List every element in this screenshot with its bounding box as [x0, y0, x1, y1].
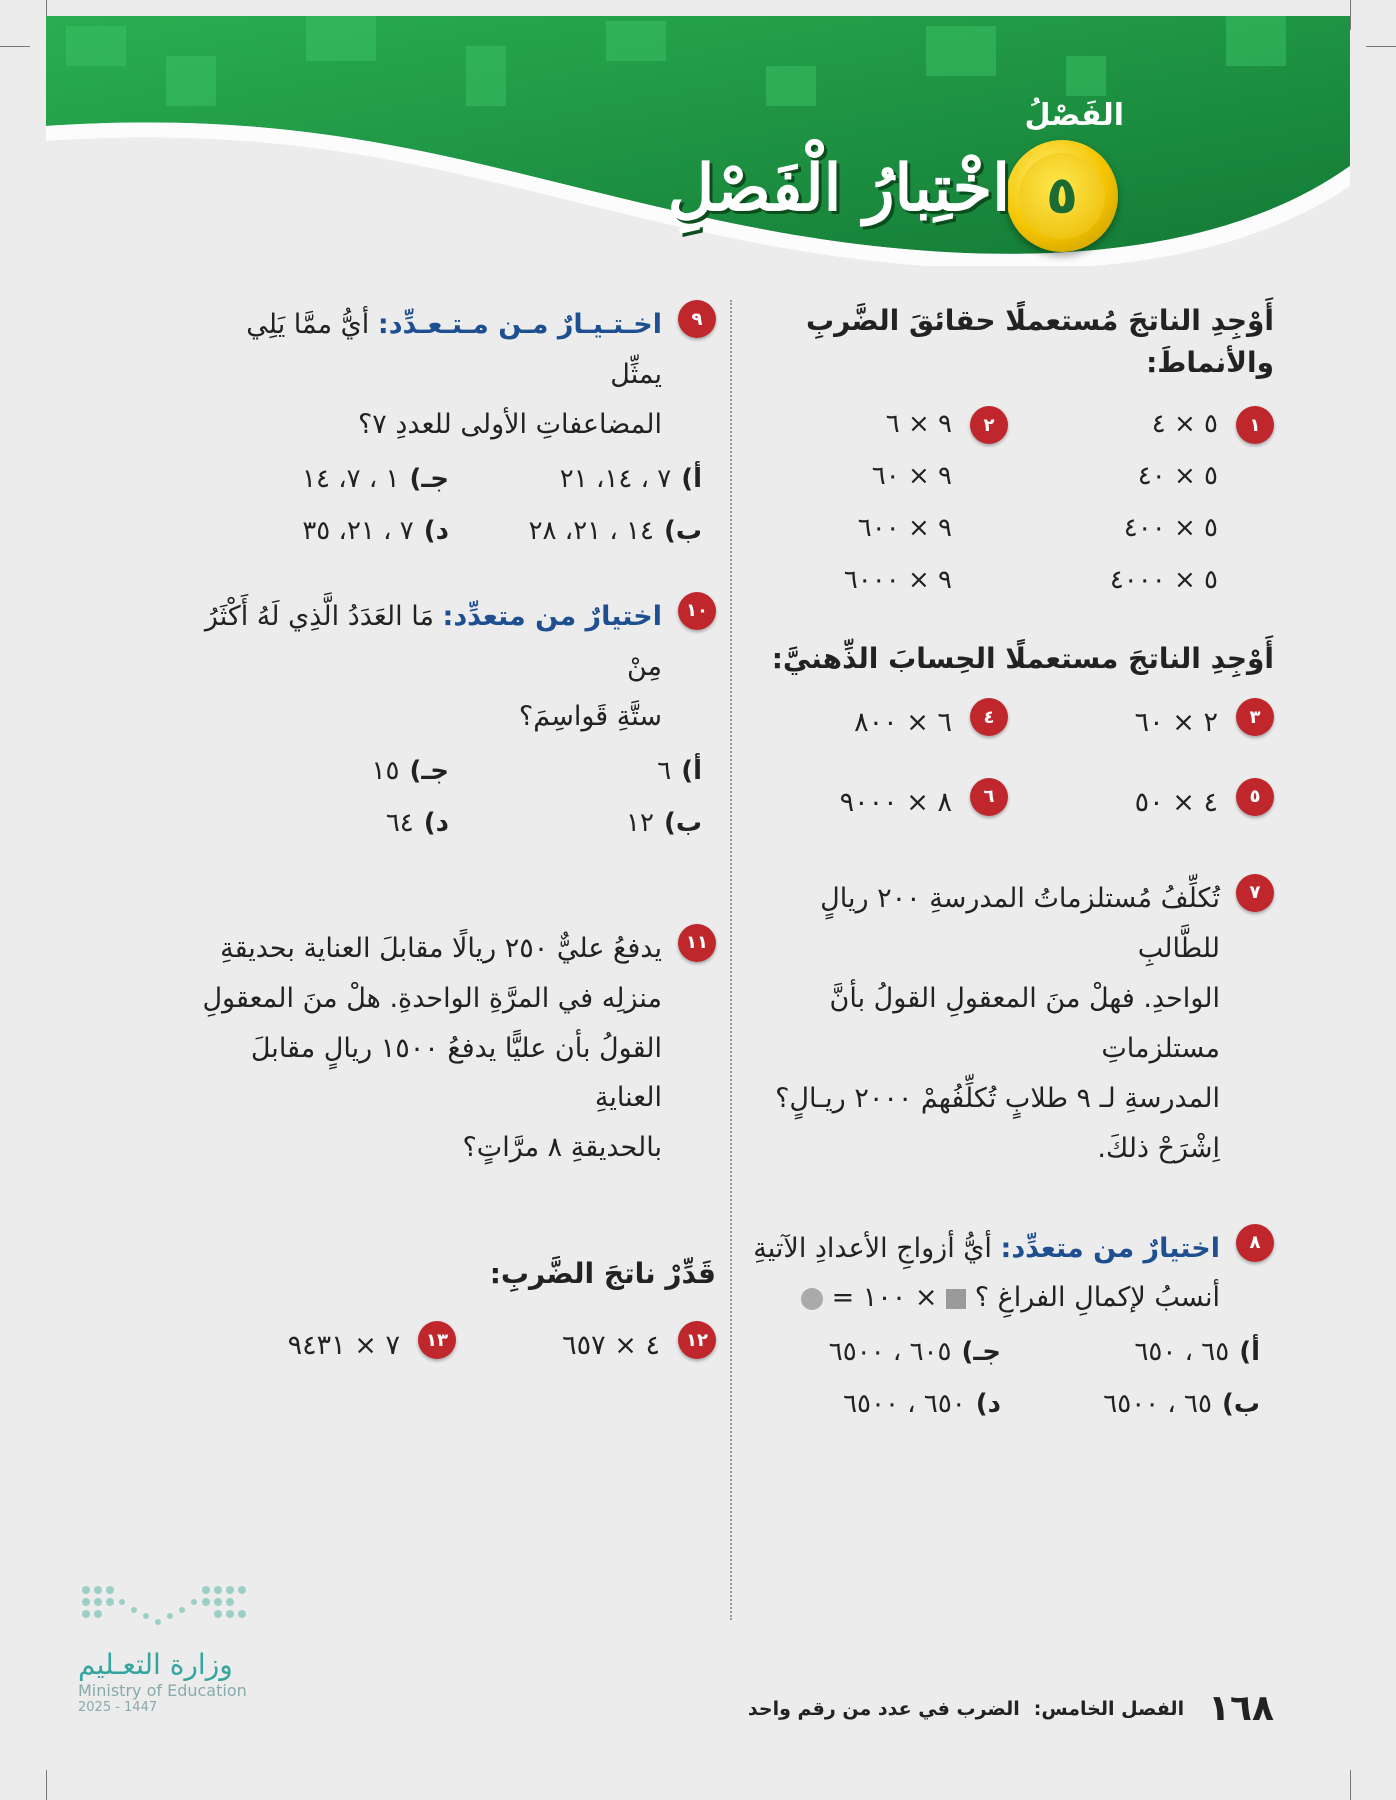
question-row: [742, 778, 1274, 828]
chapter-number: ٥: [1019, 153, 1105, 239]
crop-mark: [0, 46, 30, 47]
right-column: [742, 300, 1274, 1419]
option-a[interactable]: أ)٧ ، ١٤، ٢١: [559, 463, 702, 494]
question-12: [456, 1321, 716, 1371]
question-number: ١٣: [418, 1321, 456, 1359]
question-text: أيُّ ممَّا يَلِي يمثِّل: [246, 309, 662, 390]
multiple-choice-label: اخـتـيـارٌ مـن مـتـعـدِّد:: [377, 309, 662, 340]
question-5: [1008, 778, 1274, 828]
expression: ٢ × ٦٠: [1134, 707, 1218, 738]
option-c[interactable]: جـ)١٥: [371, 755, 449, 786]
question-text: اِشْرَحْ ذلكَ.: [1097, 1132, 1220, 1164]
question-1: [1008, 406, 1274, 606]
question-text: المضاعفاتِ الأولى للعددِ ٧؟: [357, 408, 662, 440]
expression: ٥ × ٤: [1151, 409, 1218, 439]
question-row: [742, 698, 1274, 748]
section-instruction: أَوْجِدِ الناتجَ مُستعملًا حقائقَ الضَّربِ والأنماطَ:: [805, 304, 1274, 379]
question-13: [196, 1321, 456, 1371]
section-instruction: قَدِّرْ ناتجَ الضَّربِ:: [489, 1257, 716, 1291]
question-text: أيُّ أزواجِ الأعدادِ الآتيةِ: [753, 1232, 992, 1264]
logo-year: 2025 - 1447: [78, 1700, 158, 1715]
ministry-logo: [78, 1582, 258, 1715]
chapter-number-badge: [1006, 140, 1118, 252]
question-row: [196, 1321, 716, 1371]
page-footer: [748, 1688, 1274, 1729]
footer-chapter-title: الضرب في عدد من رقم واحد: [747, 1697, 1020, 1720]
question-row: [742, 406, 1274, 606]
expression: ٧ × ٩٤٣١: [287, 1330, 400, 1362]
footer-chapter-label: الفصل الخامس:: [1033, 1697, 1185, 1720]
logo-arabic-text: وزارة التعـليم: [78, 1648, 233, 1681]
question-number: ٥: [1236, 778, 1274, 816]
crop-mark: [1350, 0, 1351, 30]
option-d[interactable]: د)٦٥٠ ، ٦٥٠٠: [843, 1389, 1001, 1420]
question-number: ١: [1236, 406, 1274, 444]
expression: ٩ × ٦: [885, 409, 952, 439]
question-text: بالحديقةِ ٨ مرَّاتٍ؟: [462, 1132, 662, 1164]
section-instruction: أَوْجِدِ الناتجَ مستعملًا الحِسابَ الذِّهنيَّ:: [771, 642, 1274, 675]
logo-dots-icon: [78, 1582, 248, 1638]
question-7: [742, 874, 1274, 1174]
blank-circle-icon: [801, 1288, 823, 1310]
expression: ٥ × ٤٠٠: [1123, 513, 1218, 543]
multiple-choice-label: اختيارٌ من متعدِّد:: [442, 600, 662, 632]
question-number: ٢: [970, 406, 1008, 444]
option-b[interactable]: ب)٦٥ ، ٦٥٠٠: [1103, 1389, 1260, 1420]
question-text: مَا العَدَدُ الَّذِي لَهُ أَكْثَرُ مِنْ: [204, 600, 662, 682]
question-text: يدفعُ عليٌّ ٢٥٠ ريالًا مقابلَ العناية بحديقةِ: [220, 932, 662, 964]
multiple-choice-label: اختيارٌ من متعدِّد:: [1000, 1232, 1220, 1264]
expression: ٩ × ٦٠٠: [857, 513, 952, 543]
option-d[interactable]: د)٧ ، ٢١، ٣٥: [302, 515, 449, 546]
question-number: ٦: [970, 778, 1008, 816]
option-d[interactable]: د)٦٤: [385, 807, 449, 838]
expression: ٩ × ٦٠: [871, 461, 952, 491]
question-number: ٨: [1236, 1224, 1274, 1262]
question-text: أنسبُ لإكمالِ الفراغِ ؟: [974, 1282, 1220, 1314]
question-8: [742, 1224, 1274, 1324]
question-number: ٩: [678, 300, 716, 338]
expression: ٩ × ٦٠٠٠: [843, 565, 952, 595]
option-a[interactable]: أ)٦: [657, 755, 702, 786]
question-9: [196, 300, 716, 450]
crop-mark: [1350, 1770, 1351, 1800]
question-text: القولُ بأن عليًّا يدفعُ ١٥٠٠ ريالٍ مقابلَ العنايةِ: [250, 1032, 662, 1114]
question-number: ١١: [678, 924, 716, 962]
question-number: ١٢: [678, 1321, 716, 1359]
option-c[interactable]: جـ)٦٠٥ ، ٦٥٠٠: [828, 1337, 1001, 1368]
column-divider: [730, 300, 732, 1620]
banner-background: [46, 16, 1350, 266]
question-number: ١٠: [678, 592, 716, 630]
page-number: ١٦٨: [1208, 1688, 1274, 1729]
page-title: اخْتِبارُ الْفَصْلِ: [667, 151, 1010, 226]
chapter-label: الفَصْلُ: [1024, 98, 1124, 133]
crop-mark: [1366, 46, 1396, 47]
answer-options: [196, 756, 716, 838]
expression: ٤ × ٥٠: [1134, 786, 1218, 818]
blank-square-icon: [946, 1289, 966, 1309]
expression: ٦ × ٨٠٠: [854, 707, 952, 738]
answer-options: [196, 464, 716, 546]
option-b[interactable]: ب)١٢: [626, 807, 702, 838]
expression: ٨ × ٩٠٠٠: [839, 786, 952, 818]
question-number: ٧: [1236, 874, 1274, 912]
question-text: تُكلِّفُ مُستلزماتُ المدرسةِ ٢٠٠ ريالٍ للطَّالبِ: [820, 882, 1220, 964]
question-2: [742, 406, 1008, 606]
equation-text: × ١٠٠ =: [831, 1282, 938, 1314]
question-number: ٤: [970, 698, 1008, 736]
question-number: ٣: [1236, 698, 1274, 736]
question-text: منزلِه في المرَّةِ الواحدةِ. هلْ منَ المعقولِ: [202, 982, 662, 1014]
crop-mark: [46, 1770, 47, 1800]
logo-english-text: Ministry of Education: [78, 1681, 247, 1700]
expression: ٥ × ٤٠٠٠: [1109, 565, 1218, 595]
option-a[interactable]: أ)٦٥ ، ٦٥٠: [1134, 1337, 1260, 1368]
expression: ٥ × ٤٠: [1137, 461, 1218, 491]
question-3: [1008, 698, 1274, 748]
question-6: [742, 778, 1008, 828]
option-b[interactable]: ب)١٤ ، ٢١، ٢٨: [528, 515, 702, 546]
question-text: الواحدِ. فهلْ منَ المعقولِ القولُ بأنَّ مستلزماتِ: [829, 982, 1220, 1064]
expression: ٤ × ٦٥٧: [562, 1330, 660, 1362]
chapter-banner: [46, 16, 1350, 266]
question-text: المدرسةِ لـ ٩ طلابٍ تُكلِّفُهمْ ٢٠٠٠ ريـالٍ؟: [775, 1082, 1220, 1114]
left-column: [196, 300, 716, 1371]
question-4: [742, 698, 1008, 748]
question-10: [196, 592, 716, 742]
option-c[interactable]: جـ)١ ، ٧، ١٤: [302, 463, 449, 494]
answer-options: [742, 1337, 1274, 1419]
question-text: ستَّةِ قَواسِمَ؟: [518, 700, 662, 732]
question-11: [196, 924, 716, 1174]
